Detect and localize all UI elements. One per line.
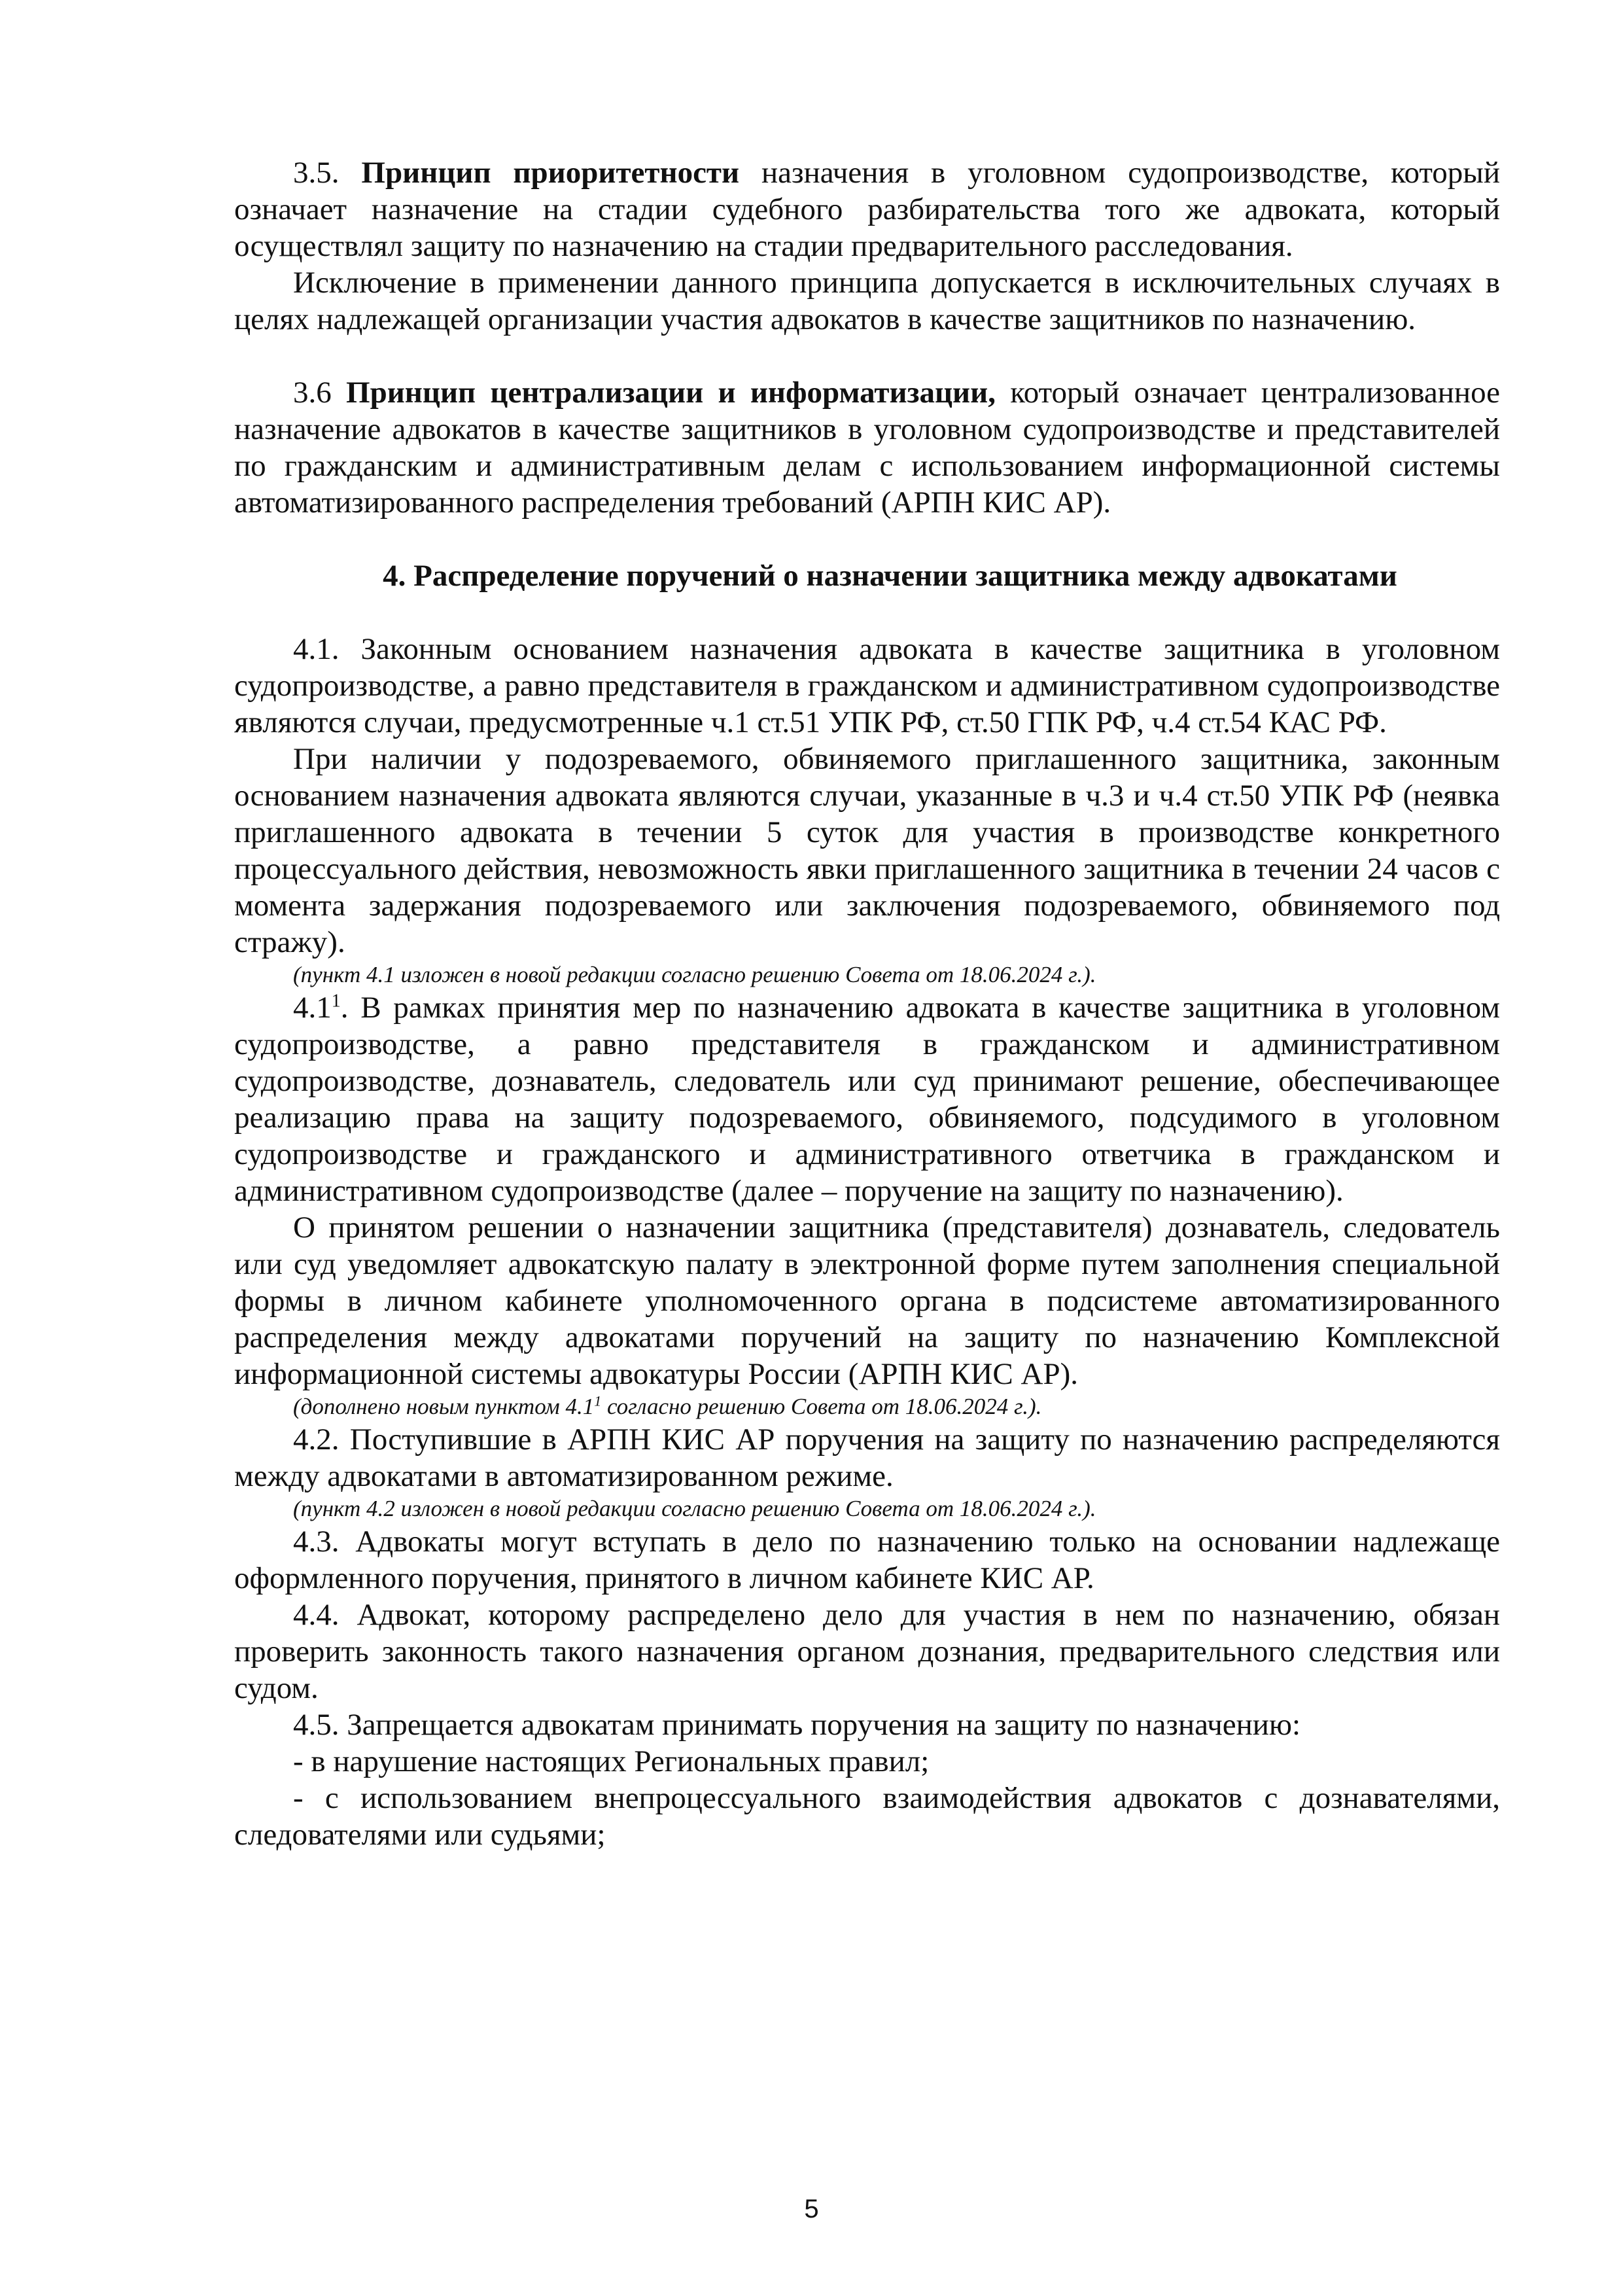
clause-text: . В рамках принятия мер по назначению адвоката в качестве защитника в уголовном судопроизводстве, а равно представителя в гражданском и административном судопроизводстве, дознаватель, следователь или суд принимают решение, обеспечивающее реализацию права на защиту подозреваемого, обвиняемого, подсудимого в уголовном судопроизводстве и гражданского и административного ответчика в гражданском и административном судопроизводстве (далее – поручение на защиту по назначению). [234, 991, 1500, 1208]
spacer [234, 521, 1500, 557]
clause-number: 4.1 [293, 991, 332, 1025]
spacer [234, 594, 1500, 631]
paragraph-3-5 [234, 154, 1500, 264]
edit-note-4-2: (пункт 4.2 изложен в новой редакции согласно решению Совета от 18.06.2024 г.). [293, 1496, 1096, 1521]
superscript: 1 [331, 991, 341, 1012]
list-item: - в нарушение настоящих Региональных правил; [293, 1744, 930, 1778]
paragraph-4-1: 4.1. Законным основанием назначения адвоката в качестве защитника в уголовном судопроизводстве, а равно представителя в гражданском и административном судопроизводстве являются случаи, предусмотренные ч.1 ст.51 УПК РФ, ст.50 ГПК РФ, ч.4 ст.54 КАС РФ. [234, 632, 1500, 739]
principle-title: Принцип приоритетности [361, 156, 740, 190]
clause-number: 3.6 [293, 376, 347, 410]
paragraph-3-6 [234, 374, 1500, 521]
paragraph-4-1-cont: При наличии у подозреваемого, обвиняемого приглашенного защитника, законным основанием назначения адвоката являются случаи, указанные в ч.3 и ч.4 ст.50 УПК РФ (неявка приглашенного адвоката в течении 5 суток для участия в производстве конкретного процессуального действия, невозможность явки приглашенного защитника в течении 24 часов с момента задержания подозреваемого или заключения подозреваемого, обвиняемого под стражу). [234, 742, 1500, 959]
paragraph-4-3: 4.3. Адвокаты могут вступать в дело по назначению только на основании надлежаще оформленного поручения, принятого в личном кабинете КИС АР. [234, 1525, 1500, 1595]
paragraph-4-1-1-cont: О принятом решении о назначении защитника (представителя) дознаватель, следователь или суд уведомляет адвокатскую палату в электронной форме путем заполнения специальной формы в личном кабинете уполномоченного органа в подсистеме автоматизированного распределения между адвокатами поручений на защиту по назначению Комплексной информационной системы адвокатуры России (АРПН КИС АР). [234, 1210, 1500, 1391]
list-item: - с использованием внепроцессуального взаимодействия адвокатов с дознавателями, следователями или судьями; [234, 1781, 1500, 1852]
paragraph-4-1-1 [234, 989, 1500, 1209]
principle-title: Принцип централизации и информатизации, [346, 376, 996, 410]
note-text: согласно решению Совета от 18.06.2024 г.). [601, 1394, 1042, 1419]
clause-text: назначения в уголовном судопроизводстве, который означает назначение на стадии судебного разбирательства того же адвоката, который осуществлял защиту по назначению на стадии предварительного расследования. [234, 156, 1501, 263]
page-body [234, 154, 1500, 1853]
paragraph-3-5-exception: Исключение в применении данного принципа допускается в исключительных случаях в целях надлежащей организации участия адвокатов в качестве защитников по назначению. [234, 266, 1500, 336]
edit-note-4-1-1 [234, 1392, 1500, 1421]
spacer [234, 338, 1500, 374]
paragraph-4-4: 4.4. Адвокат, которому распределено дело для участия в нем по назначению, обязан проверить законность такого назначения органом дознания, предварительного следствия или судом. [234, 1598, 1500, 1705]
clause-text: который означает централизованное назначение адвокатов в качестве защитников в уголовном судопроизводстве и представителей по гражданским и административным делам с использованием информационной системы автоматизированного распределения требований (АРПН КИС АР). [234, 376, 1501, 520]
clause-number: 3.5. [293, 156, 362, 190]
paragraph-4-5: 4.5. Запрещается адвокатам принимать поручения на защиту по назначению: [293, 1708, 1301, 1742]
edit-note-4-1: (пункт 4.1 изложен в новой редакции согласно решению Совета от 18.06.2024 г.). [293, 962, 1096, 987]
paragraph-4-2: 4.2. Поступившие в АРПН КИС АР поручения на защиту по назначению распределяются между адвокатами в автоматизированном режиме. [234, 1422, 1500, 1493]
page-number: 5 [804, 2195, 819, 2223]
note-text: (дополнено новым пунктом 4.1 [293, 1394, 595, 1419]
section-heading-4: 4. Распределение поручений о назначении защитника между адвокатами [383, 559, 1397, 593]
superscript: 1 [594, 1392, 602, 1409]
